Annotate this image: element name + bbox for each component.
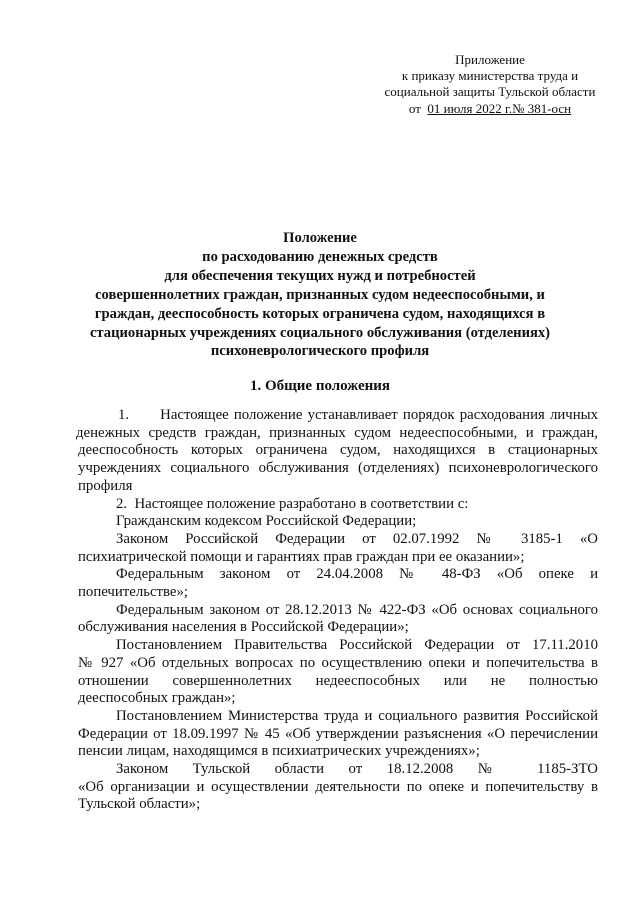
annex-block (360, 52, 620, 117)
paragraph-line: денежных средств граждан, признанных судом недееспособными, и граждан, (76, 424, 598, 441)
paragraph-line: Тульской области»; (78, 796, 201, 813)
paragraph-line: Гражданским кодексом Российской Федерации; (116, 513, 417, 530)
paragraph (78, 761, 598, 814)
paragraph-line: Федерации от 18.09.1997 № 45 «Об утверждении разъяснения «О перечислении (78, 725, 598, 742)
annex-line-order (360, 101, 620, 117)
document-body (78, 407, 598, 814)
paragraph-line: 1. Настоящее положение устанавливает порядок расходования личных (118, 407, 598, 423)
annex-line: Приложение (455, 52, 525, 67)
annex-line: к приказу министерства труда и (401, 68, 579, 84)
paragraph-line: Постановлением Министерства труда и социального развития Российской (116, 707, 598, 724)
annex-date: 01 июля 2022 г. (427, 100, 513, 116)
paragraph-line: 2. Настоящее положение разработано в соответствии с: (116, 495, 469, 512)
paragraph-line: психиатрической помощи и гарантиях прав граждан при ее оказании»; (78, 548, 525, 565)
paragraph-line: Постановлением Правительства Российской Федерации от 17.11.2010 (116, 637, 598, 654)
paragraph-line: Федеральным законом от 24.04.2008 № 48-ФЗ «Об опеке и (116, 566, 598, 583)
paragraph-line: пенсии лицам, находящимся в психиатрических учреждениях»; (78, 743, 480, 760)
document-title (60, 229, 580, 361)
paragraph (78, 708, 598, 761)
paragraph (78, 531, 598, 566)
title-line: психоневрологического профиля (210, 343, 430, 360)
annex-from: от (408, 100, 421, 116)
paragraph-line: дееспособных граждан»; (78, 690, 236, 707)
title-line: Положение (283, 230, 357, 246)
paragraph-line: дееспособность которых ограничена судом, находящихся в стационарных (78, 442, 598, 459)
paragraph-line: «Об организации и осуществлении деятельности по опеке и попечительству в (78, 778, 598, 795)
title-line: по расходованию денежных средств (202, 248, 438, 265)
paragraph-line: попечительстве»; (78, 584, 188, 601)
section-heading: 1. Общие положения (249, 378, 391, 394)
paragraph (78, 407, 598, 496)
title-line: для обеспечения текущих нужд и потребностей (164, 267, 476, 284)
paragraph (78, 602, 598, 637)
annex-number: № 381-осн (512, 100, 572, 116)
annex-line: социальной защиты Тульской области (384, 84, 596, 100)
paragraph-line: учреждениях социального обслуживания (отделениях) психоневрологического (78, 460, 598, 477)
paragraph-line: Законом Российской Федерации от 02.07.1992 № 3185-1 «О (116, 530, 598, 547)
paragraph (78, 637, 598, 708)
title-line: совершеннолетних граждан, признанных судом недееспособными, и (95, 286, 545, 303)
paragraph-line: № 927 «Об отдельных вопросах по осуществлению опеки и попечительства в (78, 654, 598, 671)
paragraph-line: профиля (78, 477, 133, 494)
paragraph (78, 513, 598, 531)
title-line: стационарных учреждениях социального обслуживания (отделениях) (89, 324, 551, 341)
paragraph-line: Законом Тульской области от 18.12.2008 № 1185-ЗТО (116, 761, 598, 778)
title-line: граждан, дееспособность которых ограничена судом, находящихся в (94, 305, 546, 322)
paragraph-line: отношении совершеннолетних недееспособных или не полностью (78, 672, 598, 689)
paragraph (78, 566, 598, 601)
paragraph-line: Федеральным законом от 28.12.2013 № 422-ФЗ «Об основах социального (116, 601, 598, 618)
paragraph (78, 496, 598, 514)
paragraph-line: обслуживания населения в Российской Федерации»; (78, 619, 409, 636)
